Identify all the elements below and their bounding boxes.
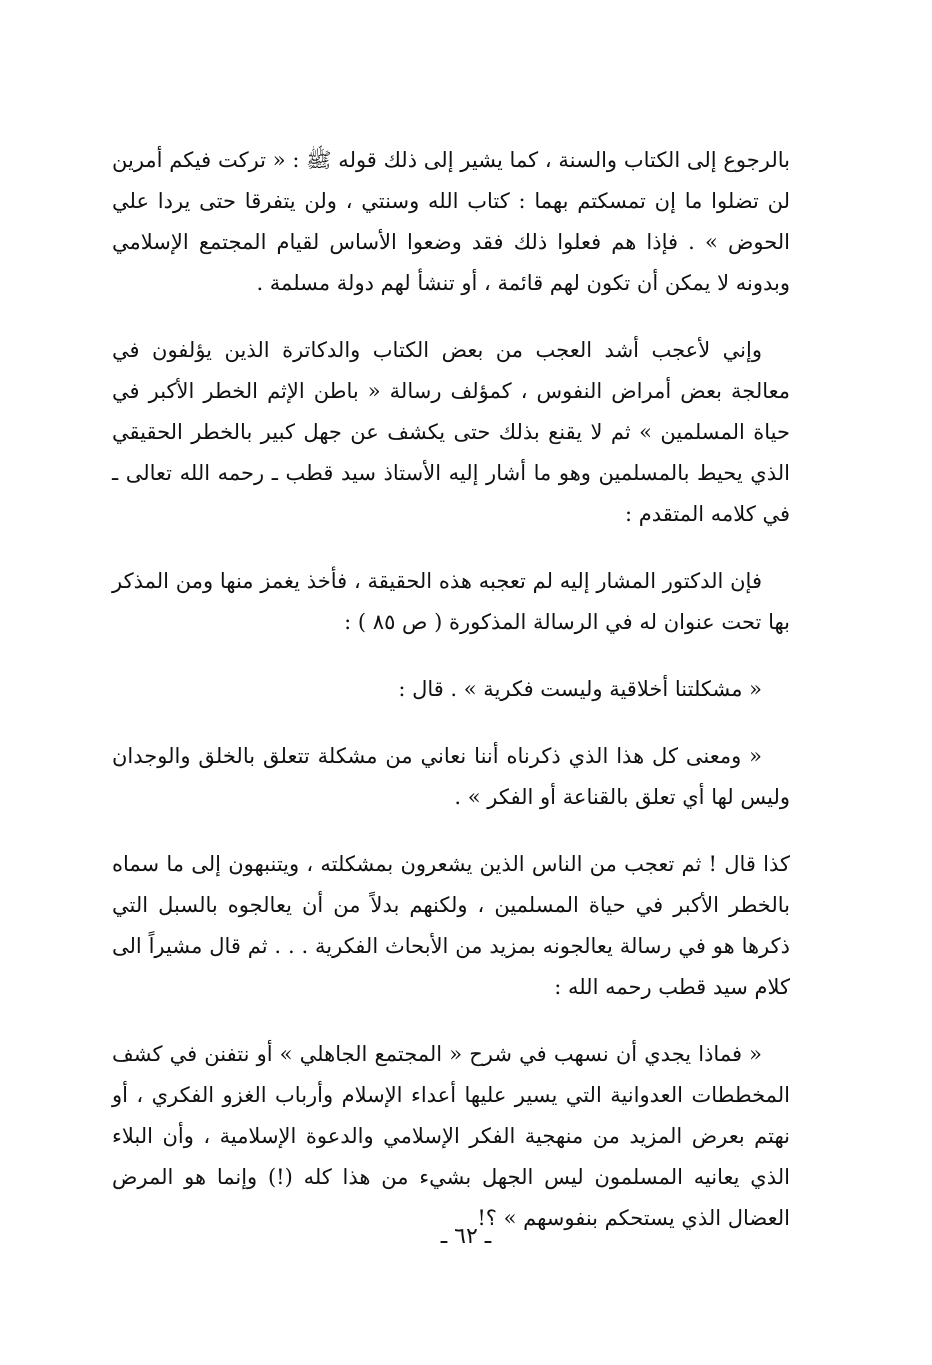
paragraph-3: فإن الدكتور المشار إليه لم تعجبه هذه الحقيقة ، فأخذ يغمز منها ومن المذكر بها تحت عنوان له في الرسالة المذكورة ( ص ٨٥ ) : [112,569,790,634]
body-text [112,140,790,1265]
paragraph-7-quote: « فماذا يجدي أن نسهب في شرح « المجتمع الجاهلي » أو نتفنن في كشف المخططات العدوانية التي يسير عليها أعداء الإسلام وأرباب الغزو الفكري ، أو نهتم بعرض المزيد من منهجية الفكر الإسلامي والدعوة الإسلامية ، وأن البلاء الذي يعانيه المسلمون ليس الجهل بشيء من هذا كله (!) وإنما هو المرض العضال الذي يستحكم بنفوسهم » ؟! [112,1042,790,1230]
paragraph-4-quote: « مشكلتنا أخلاقية وليست فكرية » . قال : [398,677,762,701]
paragraph-6: كذا قال ! ثم تعجب من الناس الذين يشعرون بمشكلته ، ويتنبهون إلى ما سماه بالخطر الأكبر في حياة المسلمين ، ولكنهم بدلاً من أن يعالجوه بالسبل التي ذكرها هو في رسالة يعالجونه بمزيد من الأبحاث الفكرية . . . ثم قال مشيراً الى كلام سيد قطب رحمه الله : [112,852,790,999]
paragraph-5-quote: « ومعنى كل هذا الذي ذكرناه أننا نعاني من مشكلة تتعلق بالخلق والوجدان وليس لها أي تعلق بالقناعة أو الفكر » . [112,744,790,809]
paragraph-1: بالرجوع إلى الكتاب والسنة ، كما يشير إلى ذلك قوله ﷺ : « تركت فيكم أمرين لن تضلوا ما إن تمسكتم بهما : كتاب الله وسنتي ، ولن يتفرقا حتى يردا علي الحوض » . فإذا هم فعلوا ذلك فقد وضعوا الأساس لقيام المجتمع الإسلامي وبدونه لا يمكن أن تكون لهم قائمة ، أو تنشأ لهم دولة مسلمة . [112,148,790,295]
page-number: ـ ٦٢ ـ [440,1224,492,1249]
paragraph-2: وإني لأعجب أشد العجب من بعض الكتاب والدكاترة الذين يؤلفون في معالجة بعض أمراض النفوس ، كمؤلف رسالة « باطن الإثم الخطر الأكبر في حياة المسلمين » ثم لا يقنع بذلك حتى يكشف عن جهل كبير بالخطر الحقيقي الذي يحيط بالمسلمين وهو ما أشار إليه الأستاذ سيد قطب ـ رحمه الله تعالى ـ في كلامه المتقدم : [112,338,790,526]
